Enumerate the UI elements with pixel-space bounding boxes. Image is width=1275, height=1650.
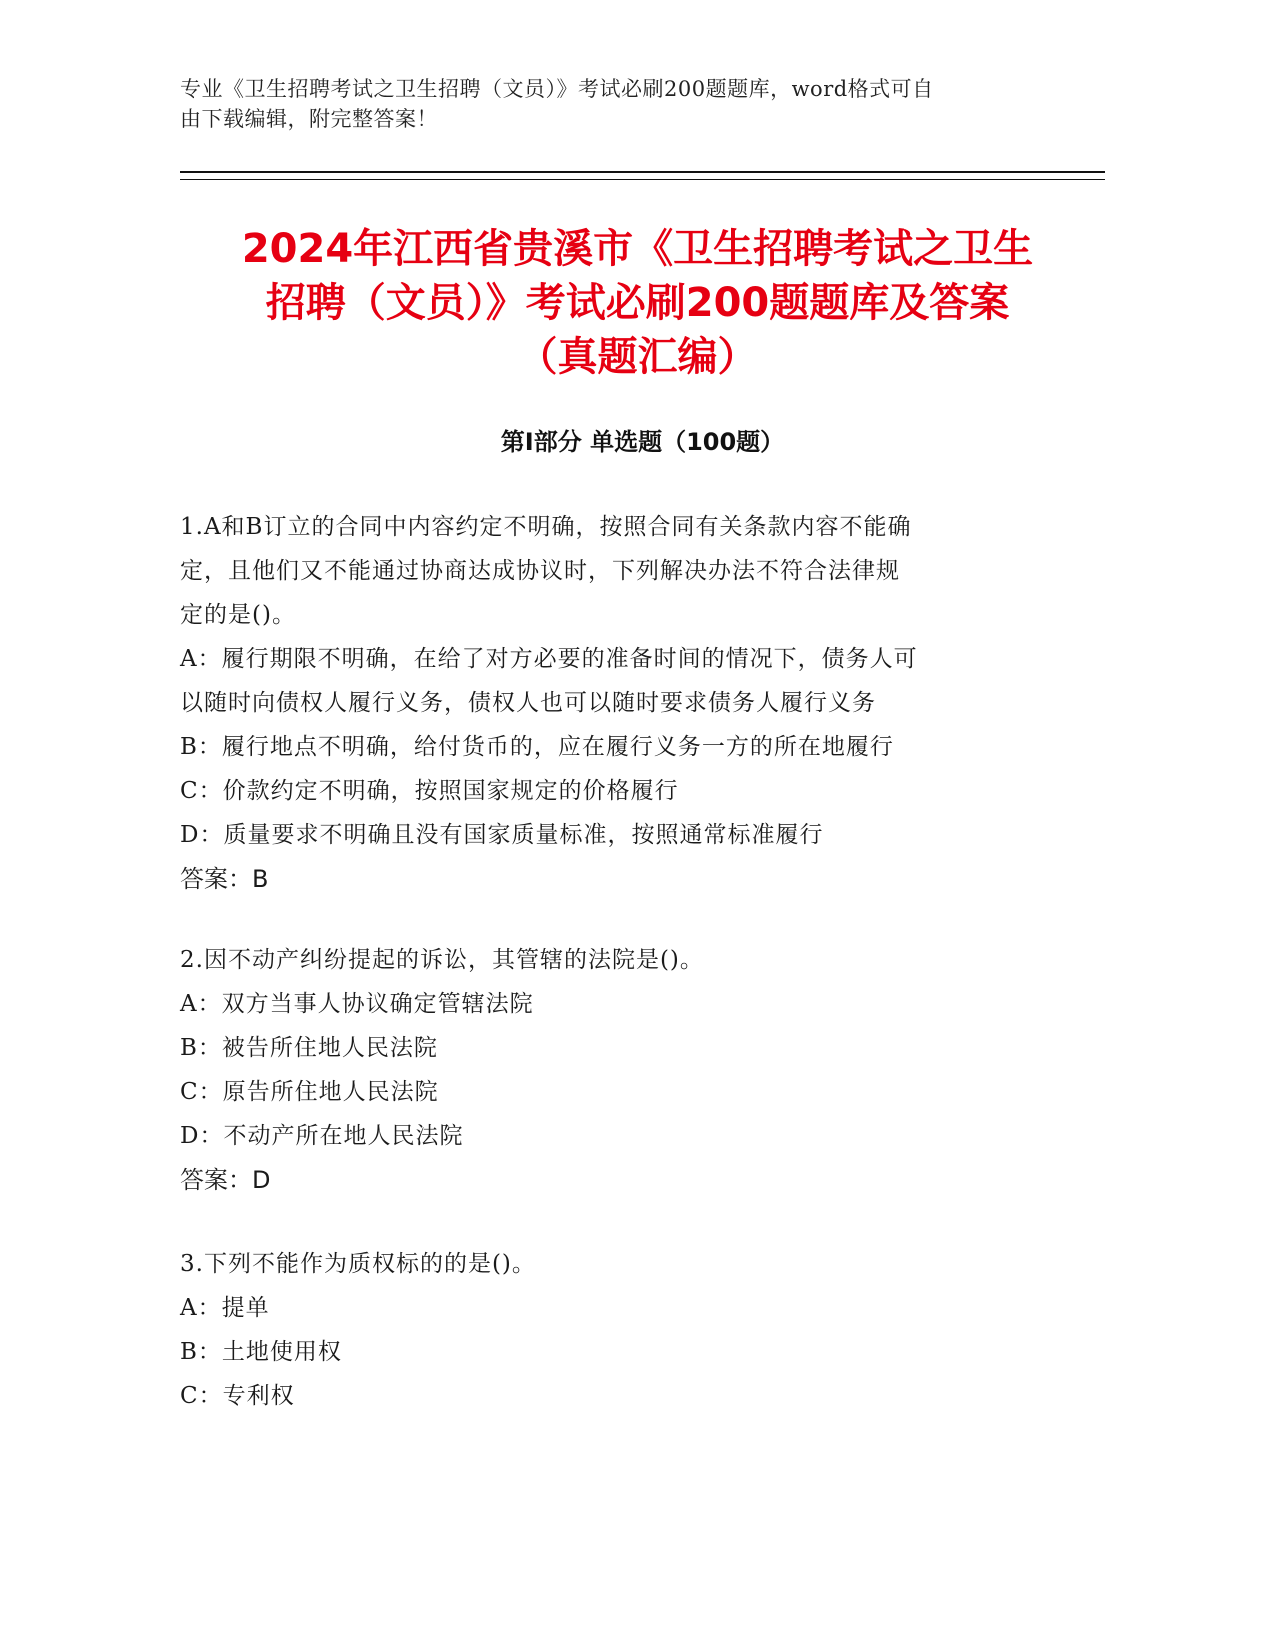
document-title — [150, 222, 1125, 384]
option-b: B：土地使用权 — [180, 1339, 342, 1365]
question-stem: 定，且他们又不能通过协商达成协议时，下列解决办法不符合法律规 — [180, 558, 900, 584]
header-divider-thin — [180, 179, 1105, 180]
option-c: C：价款约定不明确，按照国家规定的价格履行 — [180, 778, 679, 804]
header-note-line: 专业《卫生招聘考试之卫生招聘（文员）》考试必刷200题题库，word格式可自 — [180, 77, 934, 101]
option-a: A：履行期限不明确，在给了对方必要的准备时间的情况下，债务人可 — [180, 646, 918, 672]
section-heading: 第Ⅰ部分 单选题（100题） — [500, 428, 785, 456]
header-note — [180, 74, 1040, 134]
option-b: B：履行地点不明确，给付货币的，应在履行义务一方的所在地履行 — [180, 734, 894, 760]
header-divider — [180, 171, 1105, 173]
option-d: D：不动产所在地人民法院 — [180, 1123, 464, 1149]
question-stem: 3.下列不能作为质权标的的是()。 — [180, 1251, 536, 1277]
question-stem: 定的是()。 — [180, 602, 296, 628]
title-line: 2024年江西省贵溪市《卫生招聘考试之卫生 — [241, 226, 1034, 272]
option-a: A：双方当事人协议确定管辖法院 — [180, 991, 534, 1017]
title-line: （真题汇编） — [517, 334, 758, 380]
question-3 — [180, 1242, 1060, 1418]
question-stem: 2.因不动产纠纷提起的诉讼，其管辖的法院是()。 — [180, 947, 704, 973]
answer-label: 答案：D — [180, 1166, 271, 1194]
option-d: D：质量要求不明确且没有国家质量标准，按照通常标准履行 — [180, 822, 824, 848]
answer-label: 答案：B — [180, 865, 269, 893]
option-a: A：提单 — [180, 1295, 270, 1321]
option-b: B：被告所住地人民法院 — [180, 1035, 438, 1061]
question-stem: 1.A和B订立的合同中内容约定不明确，按照合同有关条款内容不能确 — [180, 514, 912, 540]
title-line: 招聘（文员）》考试必刷200题题库及答案 — [265, 280, 1010, 326]
option-a-continued: 以随时向债权人履行义务，债权人也可以随时要求债务人履行义务 — [180, 690, 876, 716]
header-note-line: 由下载编辑，附完整答案！ — [180, 107, 438, 131]
question-1 — [180, 505, 1060, 901]
option-c: C：专利权 — [180, 1383, 295, 1409]
option-c: C：原告所住地人民法院 — [180, 1079, 439, 1105]
question-2 — [180, 938, 1060, 1202]
